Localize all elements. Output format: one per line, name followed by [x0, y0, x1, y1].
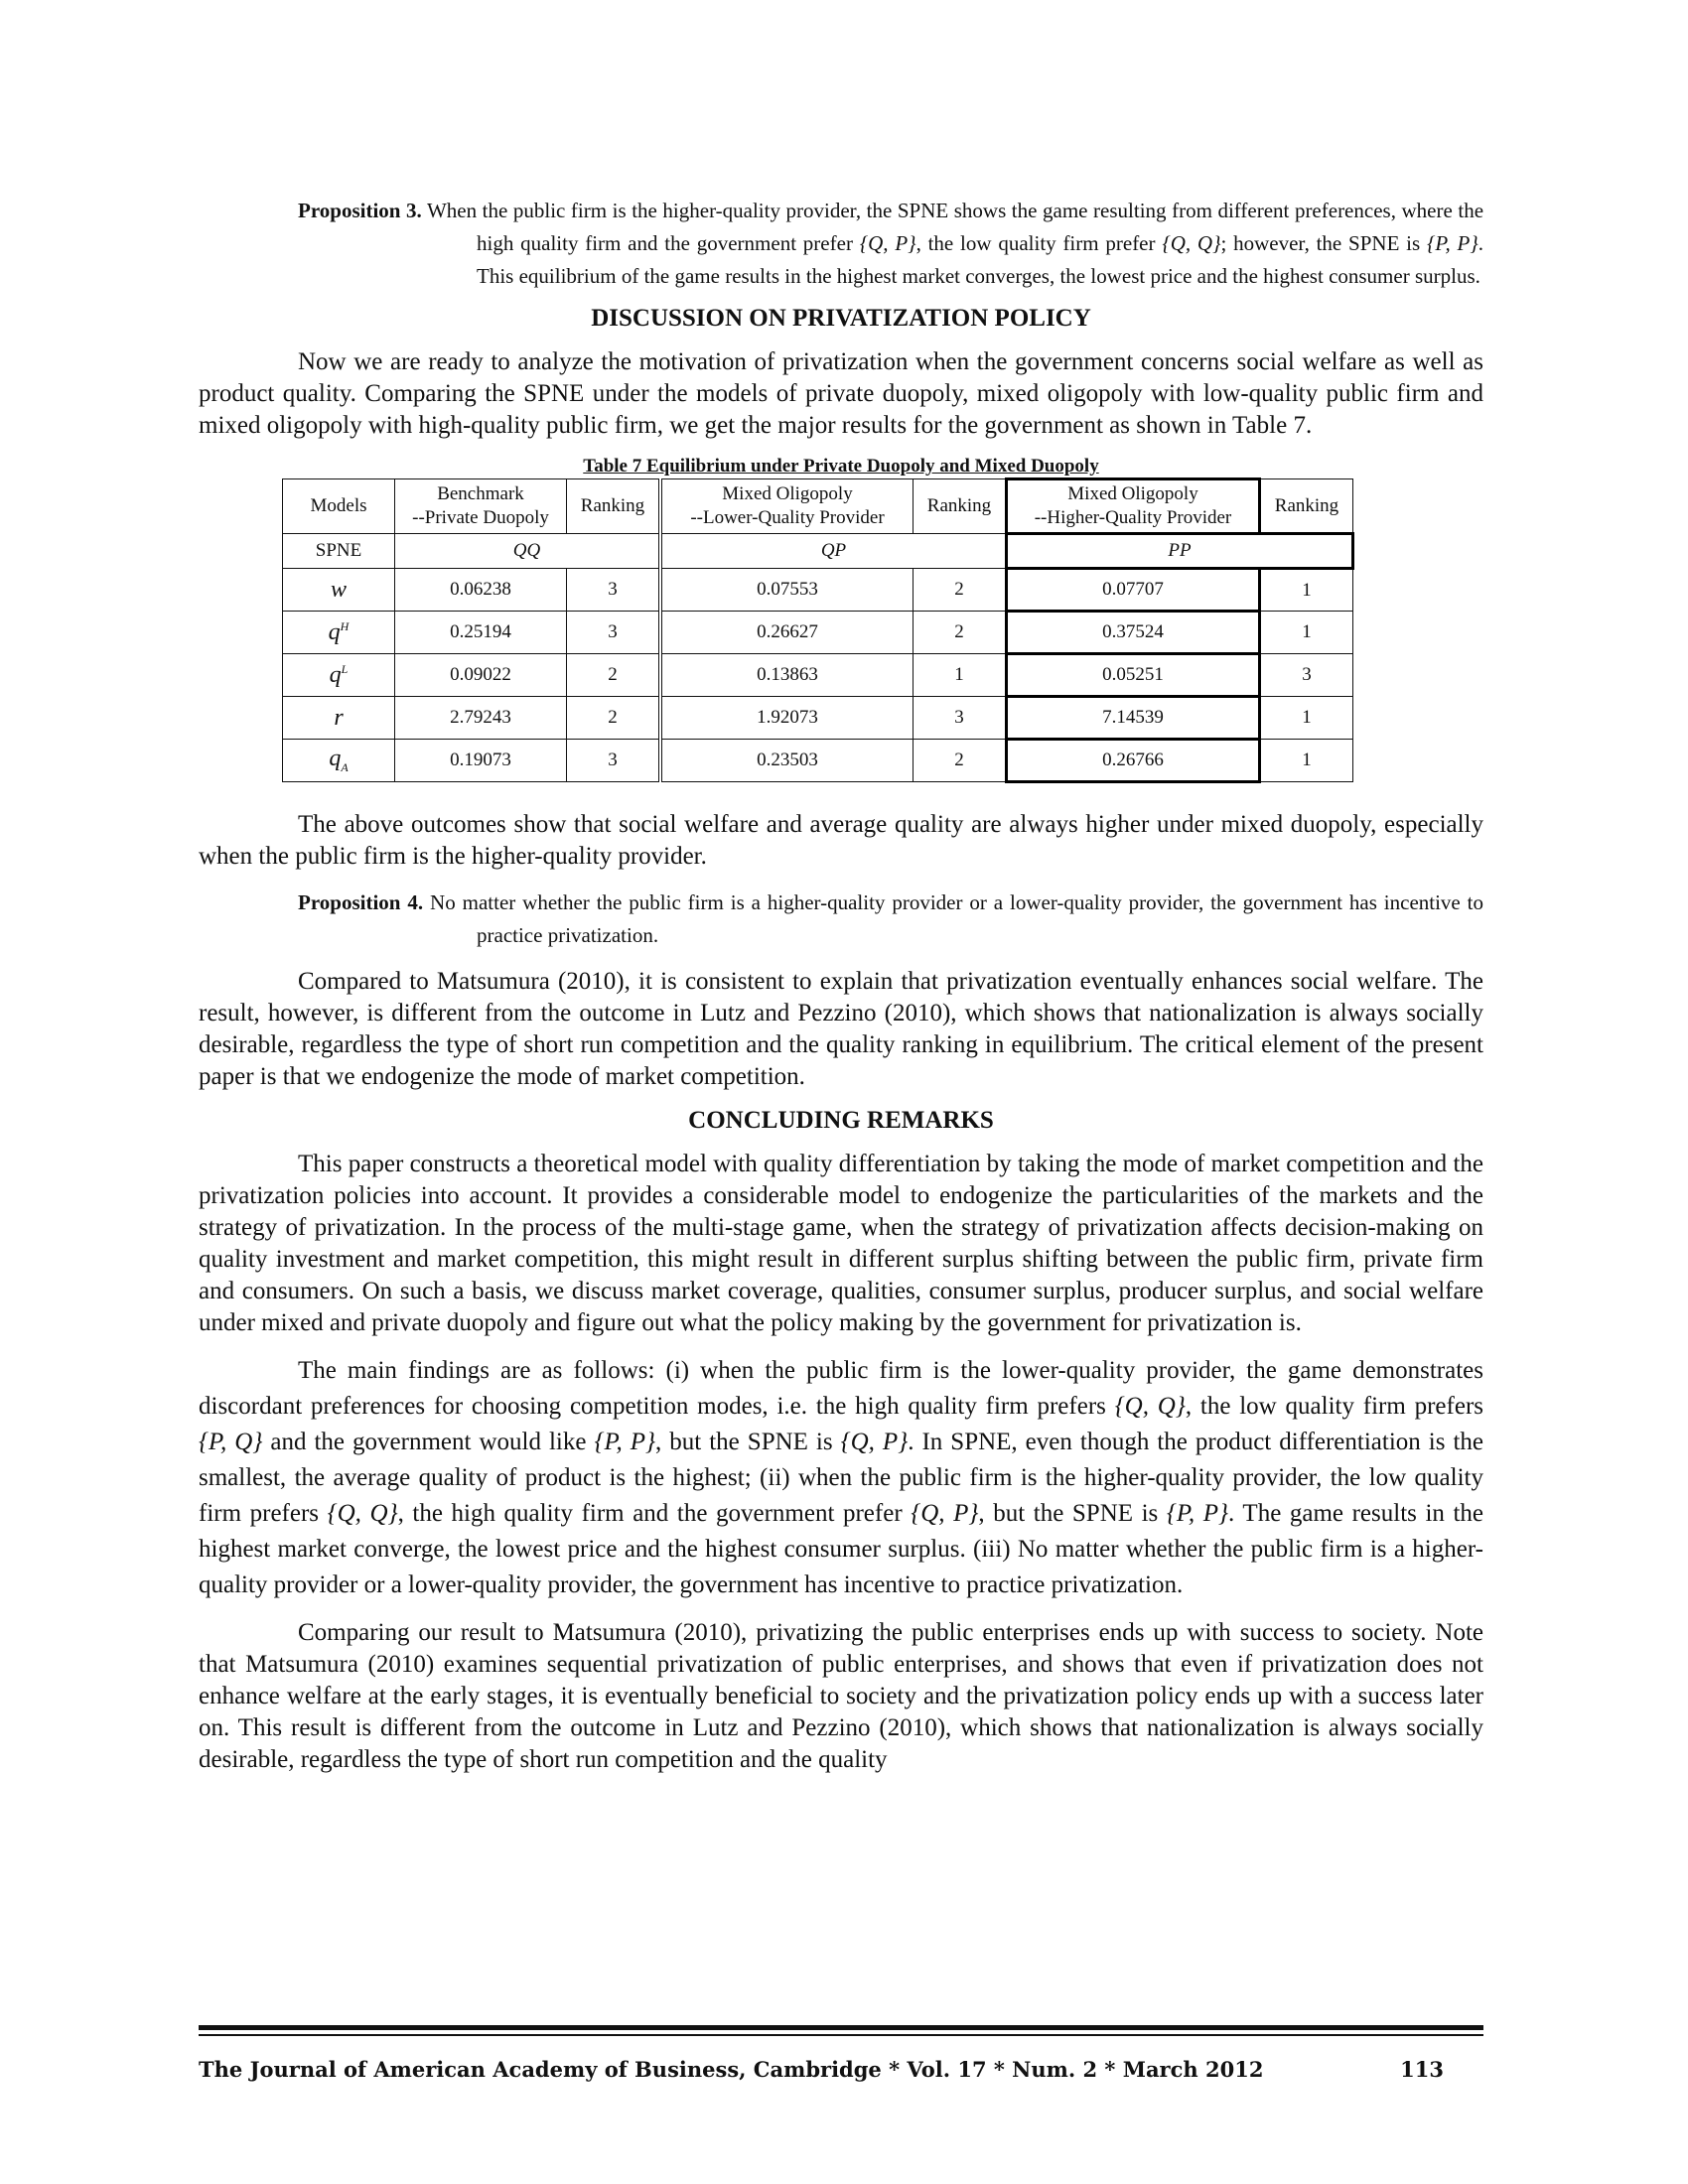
variable-symbol: $q_A$ [283, 740, 395, 782]
header-lower-quality: Mixed Oligopoly --Lower-Quality Provider [660, 479, 914, 534]
table-row: $q_A$ 0.19073 3 0.23503 2 0.26766 1 [283, 740, 1353, 782]
paragraph-compared: Compared to Matsumura (2010), it is consistent to explain that privatization eventually enhances social welfare. The result, however, is different from the outcome in Lutz and Pezzino (2010), which shows that nationalization is always socially desirable, regardless the type of short run competition and the quality ranking in equilibrium. The critical element of the present paper is that we endogenize the mode of market competition. [199, 968, 1483, 1090]
table-row: $q^H$ 0.25194 3 0.26627 2 0.37524 1 [283, 612, 1353, 654]
variable-symbol: r [283, 697, 395, 740]
spne-benchmark: QQ [395, 534, 661, 569]
page-footer [199, 2057, 1483, 2082]
math-set: {Q, Q} [327, 1500, 398, 1527]
math-set: {Q, P} [859, 231, 916, 255]
math-set: {Q, P} [911, 1500, 979, 1527]
header-ranking: Ranking [914, 479, 1007, 534]
table-row-spne [283, 534, 1353, 569]
spne-higher: PP [1007, 534, 1353, 569]
paragraph-discussion: Now we are ready to analyze the motivation of privatization when the government concerns social welfare as well as product quality. Comparing the SPNE under the models of private duopoly, mixed oligopoly with low-quality public firm and mixed oligopoly with high-quality public firm, we get the major results for the government as shown in Table 7. [199, 348, 1483, 439]
table-header-row [283, 479, 1353, 534]
footer-rule [199, 2025, 1483, 2030]
variable-symbol: w [283, 569, 395, 612]
table-caption: Table 7 Equilibrium under Private Duopoly and Mixed Duopoly [583, 456, 1099, 477]
paragraph-comparing: Comparing our result to Matsumura (2010), privatizing the public enterprises ends up with success to society. Note that Matsumura (2010) examines sequential privatization of public enterprises, and shows that even if privatization does not enhance welfare at the early stages, it is eventually beneficial to society and the privatization policy ends up with a success later on. This result is different from the outcome in Lutz and Pezzino (2010), which shows that nationalization is always socially desirable, regardless the type of short run competition and the quality [199, 1619, 1483, 1773]
proposition-3-label: Proposition 3. [298, 199, 422, 222]
proposition-3: Proposition 3. When the public firm is the higher-quality provider, the SPNE shows the game resulting from different preferences, where the high quality firm and the government prefer {Q, P}, the low quality firm prefer {Q, Q}; however, the SPNE is {P, P}. This equilibrium of the game results in the highest market converges, the lowest price and the highest consumer surplus. [298, 199, 1484, 288]
variable-symbol: $q^L$ [283, 654, 395, 697]
header-benchmark: Benchmark --Private Duopoly [395, 479, 567, 534]
math-set: {P, P} [594, 1429, 656, 1455]
header-ranking: Ranking [567, 479, 661, 534]
section-heading-concluding: CONCLUDING REMARKS [688, 1107, 994, 1134]
paragraph-outcomes: The above outcomes show that social welfare and average quality are always higher under mixed duopoly, especially when the public firm is the higher-quality provider. [199, 811, 1483, 870]
math-set: {P, P} [1166, 1500, 1229, 1527]
spne-lower: QP [660, 534, 1007, 569]
spne-label: SPNE [283, 534, 395, 569]
header-higher-quality: Mixed Oligopoly --Higher-Quality Provider [1007, 479, 1260, 534]
math-set: {P, Q} [199, 1429, 263, 1455]
paragraph-findings: The main findings are as follows: (i) when the public firm is the lower-quality provider, the game demonstrates discordant preferences for choosing competition modes, i.e. the high quality firm prefers {Q, Q}, the low quality firm prefers {P, Q} and the government would like {P, P}, but the SPNE is {Q, P}. In SPNE, even though the product differentiation is the smallest, the average quality of product is the highest; (ii) when the public firm is the higher-quality provider, the low quality firm prefers {Q, Q}, the high quality firm and the government prefer {Q, P}, but the SPNE is {P, P}. The game results in the highest market converge, the lowest price and the highest consumer surplus. (iii) No matter whether the public firm is a higher-quality provider or a lower-quality provider, the government has incentive to practice privatization. [199, 1357, 1484, 1598]
journal-citation: The Journal of American Academy of Business, Cambridge * Vol. 17 * Num. 2 * March 2012 [199, 2057, 1264, 2082]
table-row: w 0.06238 3 0.07553 2 0.07707 1 [283, 569, 1353, 612]
paragraph-concluding: This paper constructs a theoretical model with quality differentiation by taking the mode of market competition and the privatization policies into account. It provides a considerable model to endogenize the particularities of the markets and the strategy of privatization. In the process of the multi-stage game, when the strategy of privatization affects decision-making on quality investment and market competition, this might result in different surplus shifting between the public firm, private firm and consumers. On such a basis, we discuss market coverage, qualities, consumer surplus, producer surplus, and social welfare under mixed and private duopoly and figure out what the policy making by the government for privatization is. [199, 1151, 1483, 1336]
table-row: $q^L$ 0.09022 2 0.13863 1 0.05251 3 [283, 654, 1353, 697]
header-ranking: Ranking [1260, 479, 1353, 534]
footer-rule [199, 2034, 1483, 2036]
table-row: r 2.79243 2 1.92073 3 7.14539 1 [283, 697, 1353, 740]
equilibrium-table [282, 478, 1354, 783]
math-set: {Q, Q} [1162, 231, 1221, 255]
math-set: {P, P} [1427, 231, 1478, 255]
page-number: 113 [1400, 2057, 1444, 2082]
header-models: Models [283, 479, 395, 534]
proposition-4-label: Proposition 4. [298, 890, 424, 914]
math-set: {Q, Q} [1114, 1393, 1186, 1420]
page-content [199, 195, 1483, 1790]
proposition-4: Proposition 4. No matter whether the public firm is a higher-quality provider or a lower-quality provider, the government has incentive to practice privatization. [298, 890, 1483, 947]
section-heading-discussion: DISCUSSION ON PRIVATIZATION POLICY [591, 305, 1091, 332]
variable-symbol: $q^H$ [283, 612, 395, 654]
math-set: {Q, P} [840, 1429, 909, 1455]
